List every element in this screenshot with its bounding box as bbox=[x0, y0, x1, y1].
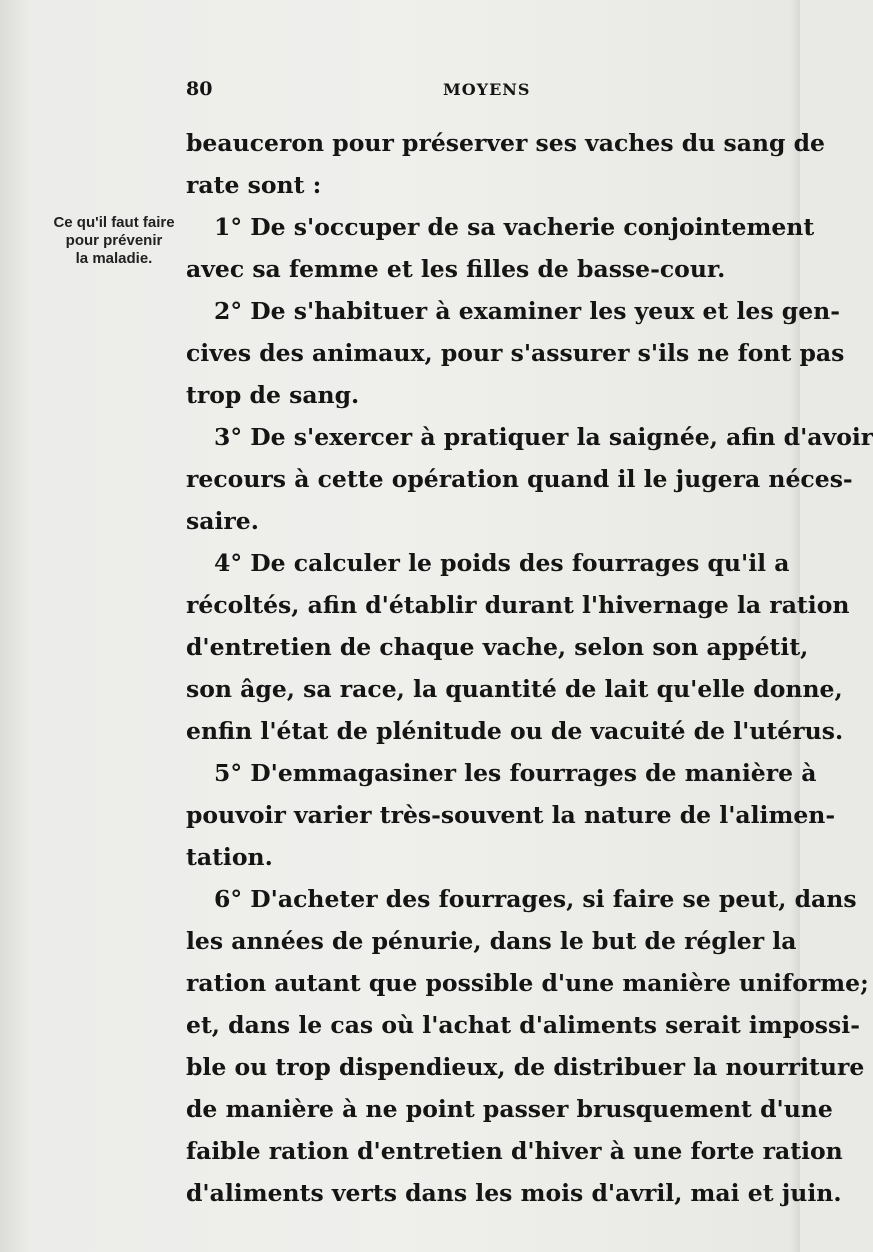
text-line: 1° De s'occuper de sa vacherie conjointement bbox=[214, 213, 815, 241]
text-line: d'aliments verts dans les mois d'avril, mai et juin. bbox=[186, 1179, 842, 1207]
margin-note-line: Ce qu'il faut faire bbox=[53, 214, 175, 231]
text-line: recours à cette opération quand il le jugera néces- bbox=[186, 465, 853, 493]
text-line: enfin l'état de plénitude ou de vacuité de l'utérus. bbox=[186, 717, 844, 745]
margin-note-line: la maladie. bbox=[75, 250, 153, 267]
margin-note bbox=[44, 214, 184, 268]
text-line: 3° De s'exercer à pratiquer la saignée, afin d'avoir bbox=[214, 423, 873, 451]
page-header bbox=[186, 78, 766, 108]
text-line: les années de pénurie, dans le but de régler la bbox=[186, 927, 797, 955]
text-line: récoltés, afin d'établir durant l'hivernage la ration bbox=[186, 591, 850, 619]
text-line: d'entretien de chaque vache, selon son appétit, bbox=[186, 633, 809, 661]
page-number: 80 bbox=[186, 78, 213, 100]
text-line: trop de sang. bbox=[186, 381, 360, 409]
text-line: tation. bbox=[186, 843, 273, 871]
text-line: faible ration d'entretien d'hiver à une forte ration bbox=[186, 1137, 843, 1165]
text-line: son âge, sa race, la quantité de lait qu'elle donne, bbox=[186, 675, 843, 703]
text-line: cives des animaux, pour s'assurer s'ils ne font pas bbox=[186, 339, 845, 367]
text-line: 4° De calculer le poids des fourrages qu'il a bbox=[214, 549, 790, 577]
text-line: rate sont : bbox=[186, 171, 322, 199]
text-line: et, dans le cas où l'achat d'aliments serait impossi- bbox=[186, 1011, 860, 1039]
text-line: beauceron pour préserver ses vaches du sang de bbox=[186, 129, 825, 157]
text-line: avec sa femme et les filles de basse-cour. bbox=[186, 255, 726, 283]
text-line: de manière à ne point passer brusquement d'une bbox=[186, 1095, 833, 1123]
text-line: saire. bbox=[186, 507, 259, 535]
text-line: 2° De s'habituer à examiner les yeux et les gen- bbox=[214, 297, 841, 325]
text-line: 6° D'acheter des fourrages, si faire se peut, dans bbox=[214, 885, 857, 913]
text-line: 5° D'emmagasiner les fourrages de manière à bbox=[214, 759, 817, 787]
running-head: MOYENS bbox=[443, 80, 531, 99]
body-text bbox=[186, 122, 873, 1214]
text-line: pouvoir varier très-souvent la nature de l'alimen- bbox=[186, 801, 836, 829]
text-line: ration autant que possible d'une manière uniforme; bbox=[186, 969, 869, 997]
text-line: ble ou trop dispendieux, de distribuer la nourriture bbox=[186, 1053, 865, 1081]
margin-note-line: pour prévenir bbox=[65, 232, 163, 249]
